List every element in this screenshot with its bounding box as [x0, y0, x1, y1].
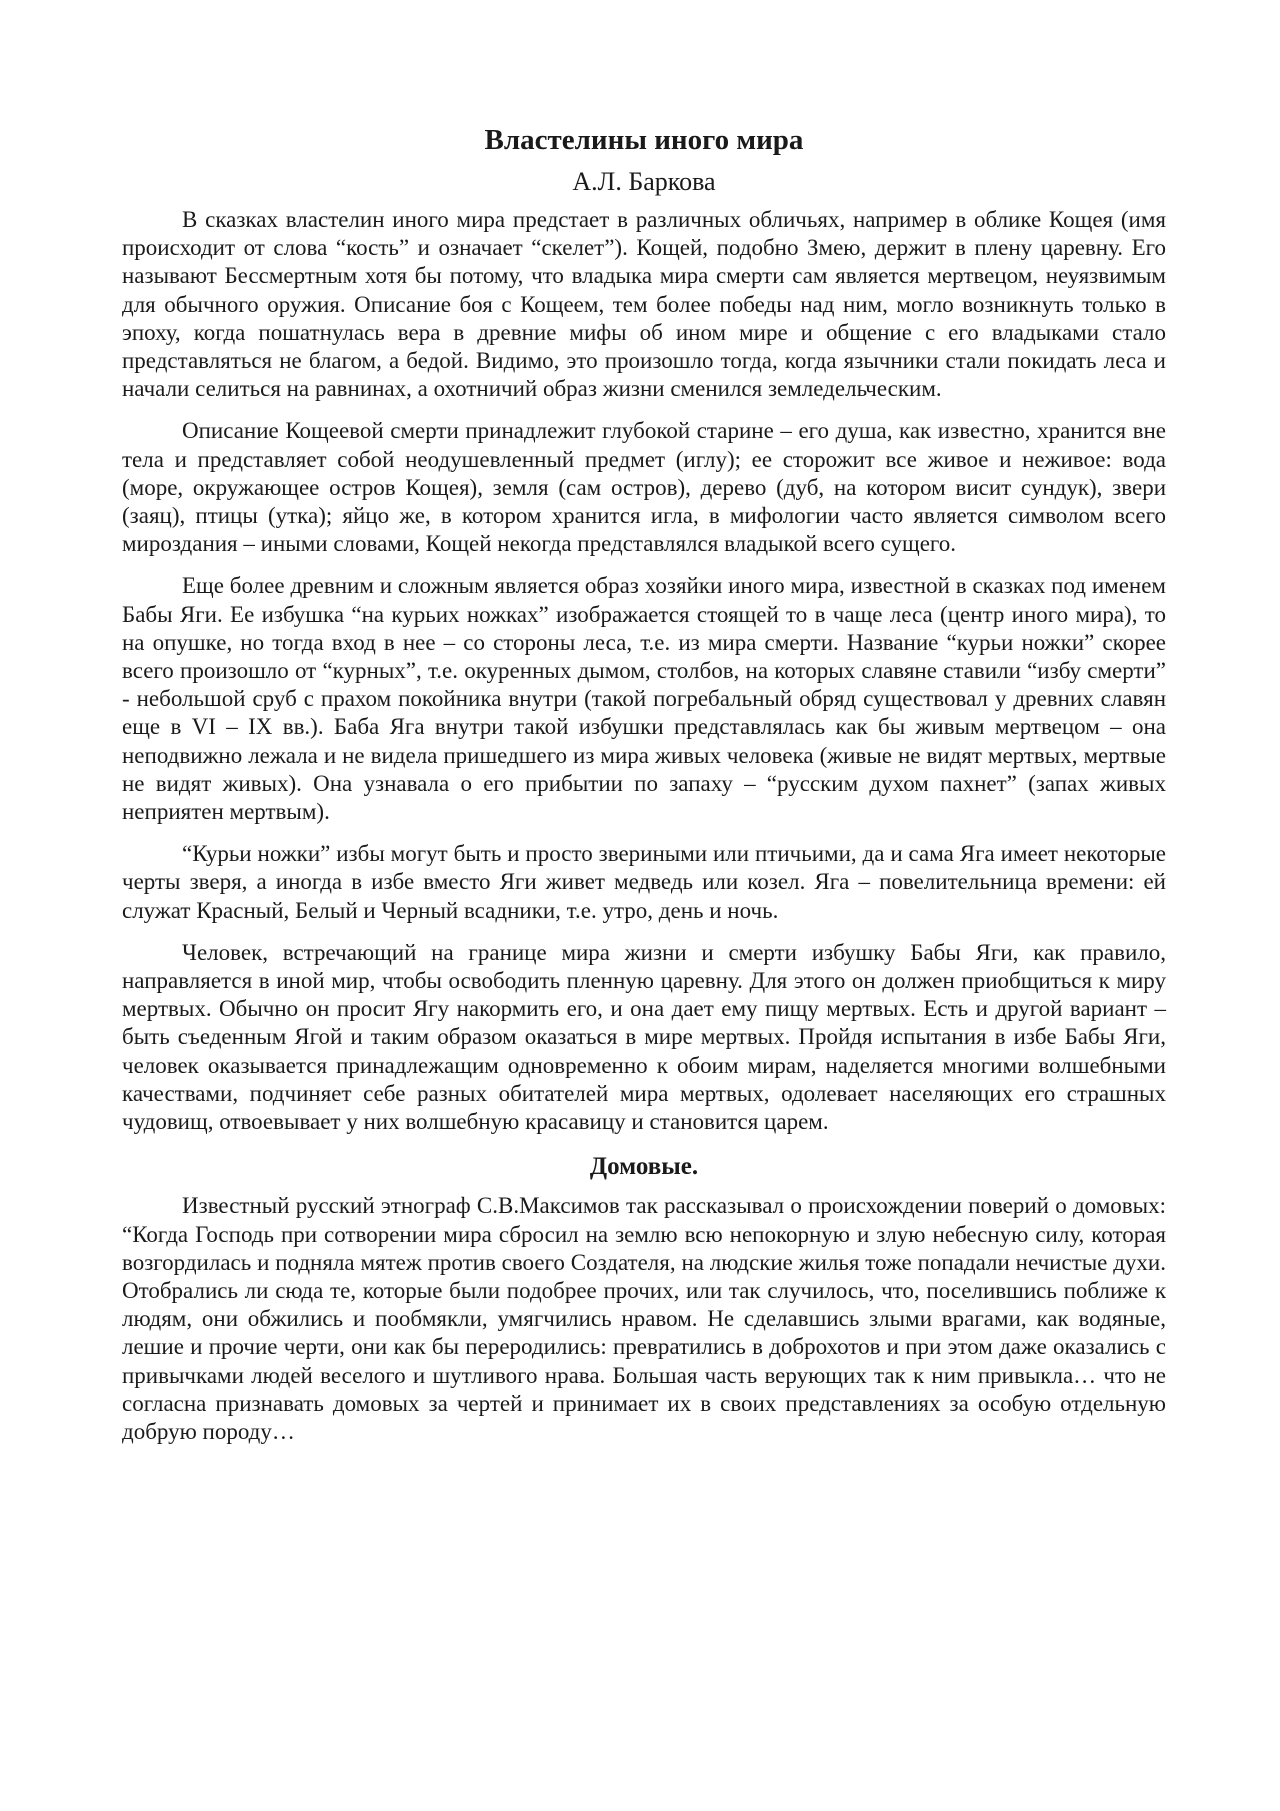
- document-page: [122, 120, 1166, 1460]
- paragraph: Еще более древним и сложным является образ хозяйки иного мира, известной в сказках под именем Бабы Яги. Ее избушка “на курьих ножках” изображается стоящей то в чаще леса (центр иного мира), то на опушке, но тогда вход в нее – со стороны леса, т.е. из мира смерти. Название “курьи ножки” скорее всего произошло от “курных”, т.е. окуренных дымом, столбов, на которых славяне ставили “избу смерти” - небольшой сруб с прахом покойника внутри (такой погребальный обряд существовал у древних славян еще в VI – IX вв.). Баба Яга внутри такой избушки представлялась как бы живым мертвецом – она неподвижно лежала и не видела пришедшего из мира живых человека (живые не видят мертвых, мертвые не видят живых). Она узнавала о его прибытии по запаху – “русским духом пахнет” (запах живых неприятен мертвым).: [122, 573, 1166, 825]
- article-title: Властелины иного мира: [484, 124, 804, 156]
- article-author: А.Л. Баркова: [572, 167, 716, 196]
- paragraph: Человек, встречающий на границе мира жизни и смерти избушку Бабы Яги, как правило, направляется в иной мир, чтобы освободить пленную царевну. Для этого он должен приобщиться к миру мертвых. Обычно он просит Ягу накормить его, и она дает ему пищу мертвых. Есть и другой вариант – быть съеденным Ягой и таким образом оказаться в мире мертвых. Пройдя испытания в избе Бабы Яги, человек оказывается принадлежащим одновременно к обоим мирам, наделяется многими волшебными качествами, подчиняет себе разных обитателей мира мертвых, одолевает населяющих его страшных чудовищ, отвоевывает у них волшебную красавицу и становится царем.: [122, 939, 1166, 1135]
- section-title: Домовые.: [589, 1153, 699, 1181]
- paragraph: Описание Кощеевой смерти принадлежит глубокой старине – его душа, как известно, хранится вне тела и представляет собой неодушевленный предмет (иглу); ее сторожит все живое и неживое: вода (море, окружающее остров Кощея), земля (сам остров), дерево (дуб, на котором висит сундук), звери (заяц), птицы (утка); яйцо же, в котором хранится игла, в мифологии часто является символом всего мироздания – иными словами, Кощей некогда представлялся владыкой всего сущего.: [122, 418, 1166, 557]
- paragraph: Известный русский этнограф С.В.Максимов так рассказывал о происхождении поверий о домовых: “Когда Господь при сотворении мира сбросил на землю всю непокорную и злую небесную силу, которая возгордилась и подняла мятеж против своего Создателя, на людские жилья тоже попадали нечистые духи. Отобрались ли сюда те, которые были подобрее прочих, или так случилось, что, поселившись поближе к людям, они обжились и пообмякли, умягчились нравом. Не сделавшись злыми врагами, как водяные, лешие и прочие черти, они как бы переродились: превратились в доброхотов и при этом даже оказались с привычками людей веселого и шутливого нрава. Большая часть верующих так к ним привыкла… что не согласна признавать домовых за чертей и принимает их в своих представлениях за особую отдельную добрую породу…: [122, 1193, 1166, 1444]
- paragraph: “Курьи ножки” избы могут быть и просто звериными или птичьими, да и сама Яга имеет некоторые черты зверя, а иногда в избе вместо Яги живет медведь или козел. Яга – повелительница времени: ей служат Красный, Белый и Черный всадники, т.е. утро, день и ночь.: [122, 841, 1166, 923]
- paragraph: В сказках властелин иного мира предстает в различных обличьях, например в облике Кощея (имя происходит от слова “кость” и означает “скелет”). Кощей, подобно Змею, держит в плену царевну. Его называют Бессмертным хотя бы потому, что владыка мира смерти сам является мертвецом, неуязвимым для обычного оружия. Описание боя с Кощеем, тем более победы над ним, могло возникнуть только в эпоху, когда пошатнулась вера в древние мифы об ином мире и общение с его владыками стало представляться не благом, а бедой. Видимо, это произошло тогда, когда язычники стали покидать леса и начали селиться на равнинах, а охотничий образ жизни сменился земледельческим.: [122, 207, 1166, 402]
